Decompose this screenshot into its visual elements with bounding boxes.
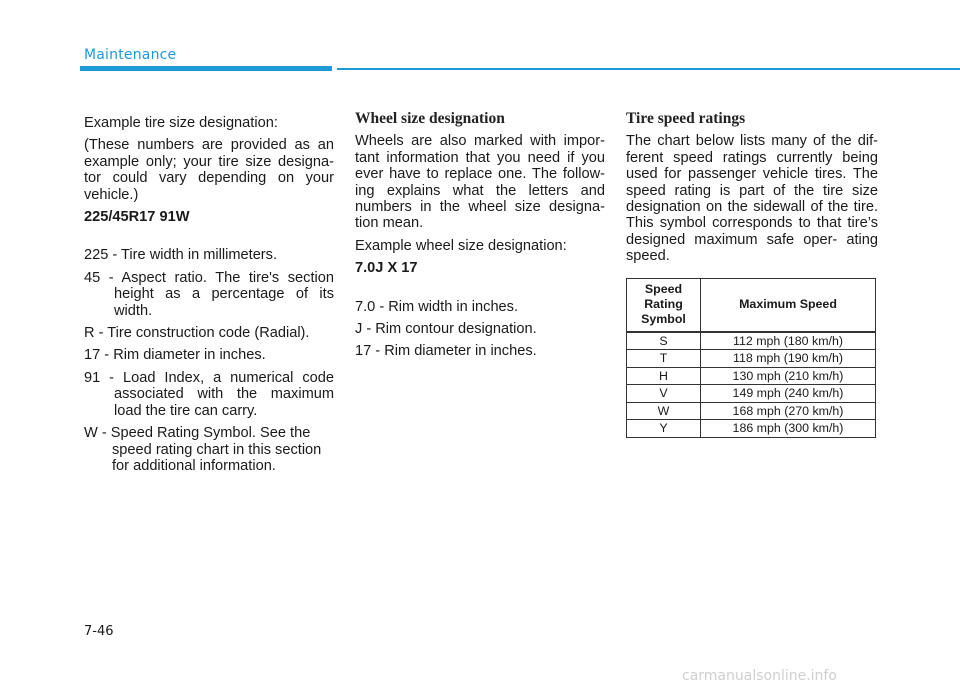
column-tire-size (84, 115, 334, 480)
page-number: 7-46 (84, 624, 114, 639)
table-cell-symbol: W (627, 402, 701, 420)
table-header-row (627, 278, 876, 332)
watermark: carmanualsonline.info (682, 668, 837, 684)
speed-rating-table (626, 278, 876, 438)
column-speed-ratings (626, 110, 878, 438)
header-max-speed: Maximum Speed (701, 278, 876, 332)
tire-item-aspect: 45 - Aspect ratio. The tire's section height as a percentage of its width. (84, 269, 334, 319)
column-wheel-size (355, 110, 605, 366)
table-cell-speed: 118 mph (190 km/h) (701, 350, 876, 368)
tire-item-load: 91 - Load Index, a numerical code associated with the maximum load the tire can carry. (84, 369, 334, 419)
table-cell-symbol: V (627, 385, 701, 403)
table-cell-symbol: H (627, 367, 701, 385)
table-row (627, 332, 876, 350)
speed-body: The chart below lists many of the dif- ferent speed ratings currently being used for passenger vehicle tires. The speed rating is part of the tire size designation on the sidewall of the tire. This symbol corresponds to that tire’s designed maximum safe oper- ating speed. (626, 133, 878, 265)
table-cell-speed: 186 mph (300 km/h) (701, 420, 876, 438)
table-cell-speed: 149 mph (240 km/h) (701, 385, 876, 403)
wheel-heading: Wheel size designation (355, 110, 505, 127)
table-row (627, 350, 876, 368)
table-cell-symbol: S (627, 332, 701, 350)
table-row (627, 420, 876, 438)
speed-heading: Tire speed ratings (626, 110, 746, 127)
tire-item-construction: R - Tire construction code (Radial). (84, 325, 310, 342)
header-rule-thick (80, 66, 332, 71)
tire-item-width: 225 - Tire width in millimeters. (84, 247, 278, 264)
tire-example-note: (These numbers are provided as an example only; your tire size designa- tor could vary depending on your vehicle.) (84, 137, 334, 203)
wheel-item-contour: J - Rim contour designation. (355, 321, 537, 338)
tire-example-code: 225/45R17 91W (84, 209, 190, 226)
table-cell-speed: 112 mph (180 km/h) (701, 332, 876, 350)
wheel-example-code: 7.0J X 17 (355, 260, 418, 277)
header-symbol: Speed Rating Symbol (627, 278, 701, 332)
table-cell-speed: 168 mph (270 km/h) (701, 402, 876, 420)
wheel-example-intro: Example wheel size designation: (355, 237, 567, 254)
wheel-body: Wheels are also marked with impor- tant information that you need if you ever have to replace one. The follow- ing explains what the letters and numbers in the wheel size designa- tion mean. (355, 133, 605, 232)
table-row (627, 385, 876, 403)
wheel-item-diameter: 17 - Rim diameter in inches. (355, 343, 537, 360)
table-cell-symbol: T (627, 350, 701, 368)
tire-example-intro: Example tire size designation: (84, 115, 278, 131)
table-cell-speed: 130 mph (210 km/h) (701, 367, 876, 385)
table-row (627, 367, 876, 385)
section-title: Maintenance (84, 47, 177, 63)
wheel-item-width: 7.0 - Rim width in inches. (355, 298, 519, 315)
tire-item-rim: 17 - Rim diameter in inches. (84, 347, 266, 364)
table-row (627, 402, 876, 420)
table-cell-symbol: Y (627, 420, 701, 438)
header-rule-thin (337, 68, 960, 70)
tire-item-speed: W - Speed Rating Symbol. See the speed rating chart in this section for additional information. (84, 425, 322, 474)
